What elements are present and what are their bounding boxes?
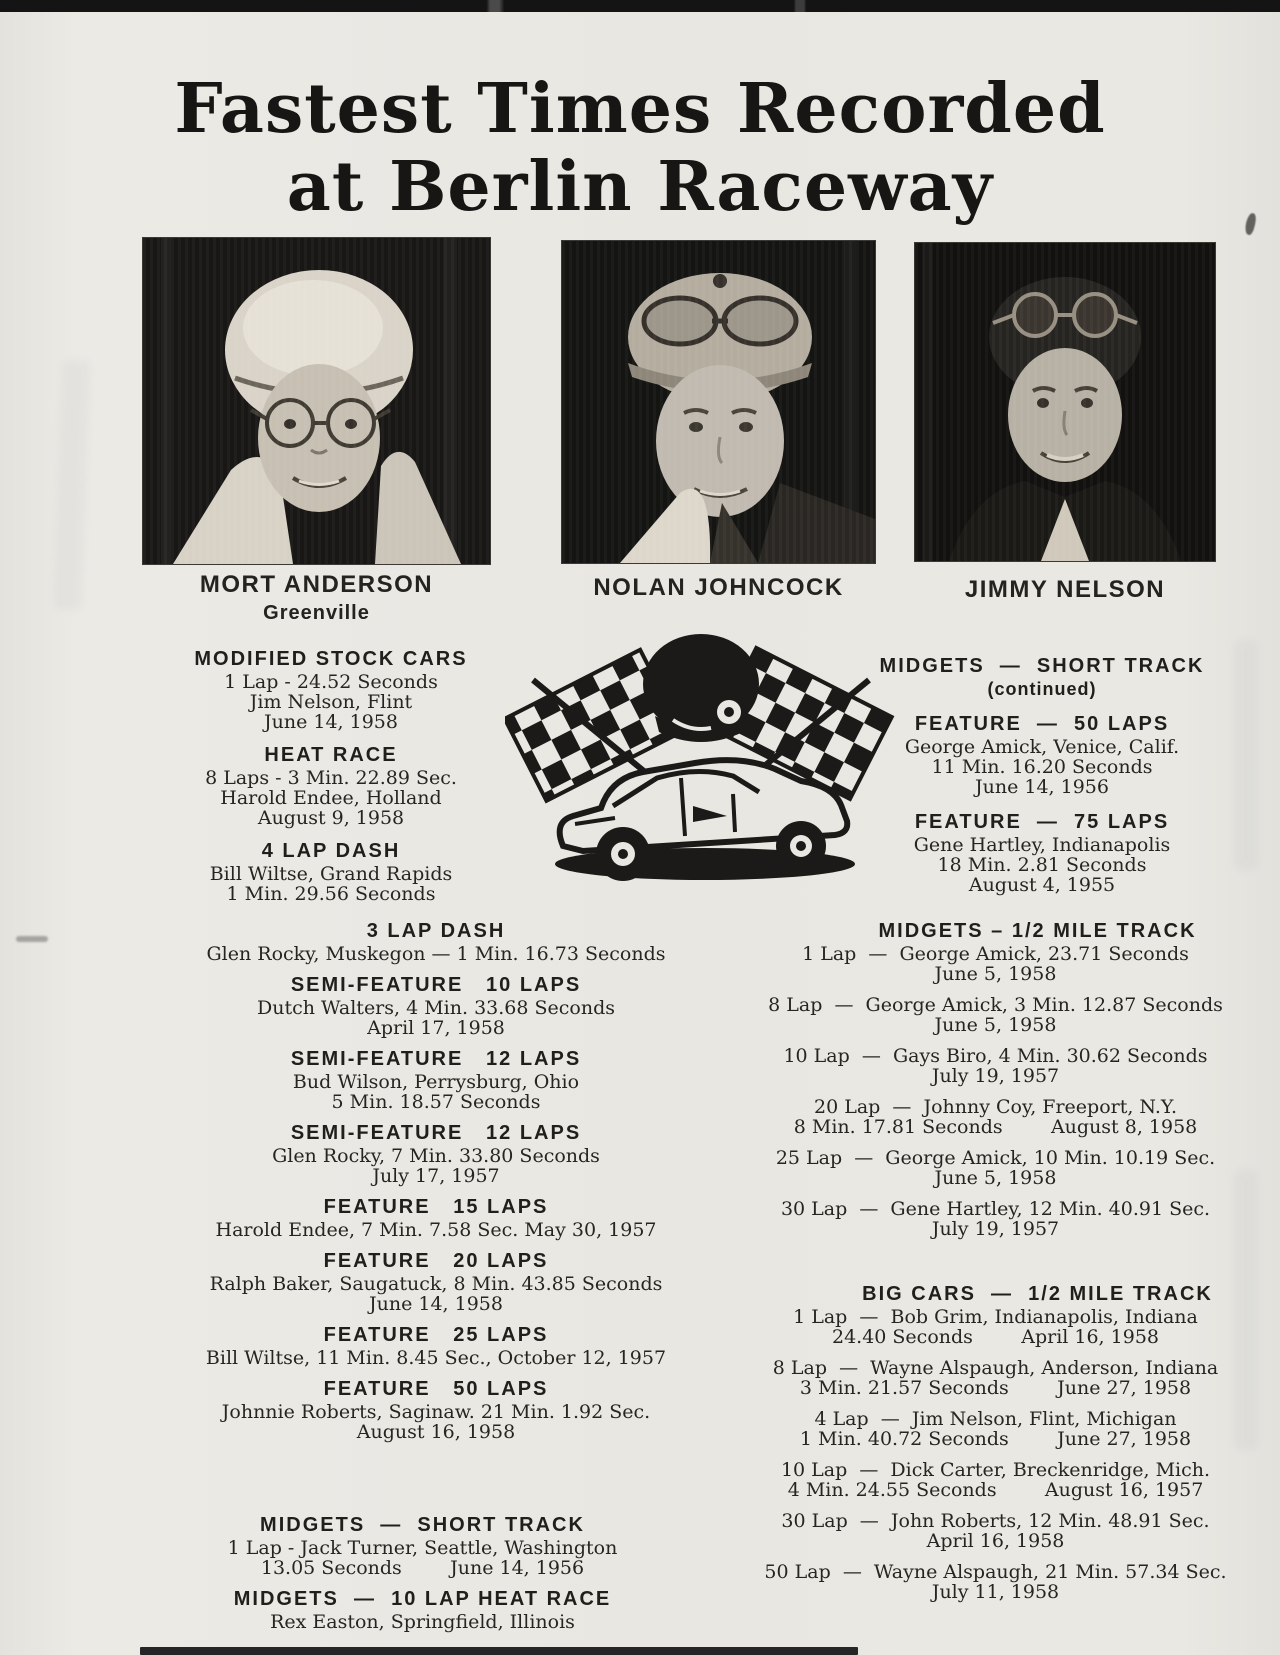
record-line: June 14, 1958 xyxy=(369,1293,503,1315)
record-line: July 19, 1957 xyxy=(931,1218,1060,1240)
record-line: 50 Lap — Wayne Alspaugh, 21 Min. 57.34 Sec. xyxy=(764,1561,1227,1583)
record-entry xyxy=(733,995,1258,1035)
section-heading: FEATURE 15 LAPS xyxy=(323,1196,549,1218)
title-line-1: Fastest Times Recorded xyxy=(174,69,1106,149)
record-line: 10 Lap — Gays Biro, 4 Min. 30.62 Seconds xyxy=(783,1045,1208,1067)
scan-artifact-top-bar xyxy=(0,0,1280,12)
record-line: April 17, 1958 xyxy=(367,1017,505,1039)
record-section-semi-feature-12a xyxy=(147,1048,725,1112)
record-entry xyxy=(733,1511,1258,1551)
record-line: 25 Lap — George Amick, 10 Min. 10.19 Sec. xyxy=(775,1147,1216,1169)
record-entry xyxy=(733,1460,1258,1500)
record-line: 24.40 Seconds April 16, 1958 xyxy=(831,1326,1159,1348)
record-line: Johnnie Roberts, Saginaw. 21 Min. 1.92 Sec. xyxy=(221,1401,651,1423)
record-line: 3 Min. 21.57 Seconds June 27, 1958 xyxy=(799,1377,1192,1399)
record-section-feature-75-laps xyxy=(858,811,1226,895)
record-line: Harold Endee, Holland xyxy=(220,787,442,809)
right-column-top xyxy=(858,655,1226,909)
driver-caption-nolan-johncock xyxy=(562,575,875,601)
record-line: Dutch Walters, 4 Min. 33.68 Seconds xyxy=(257,997,615,1019)
record-line: Bill Wiltse, 11 Min. 8.45 Sec., October 12, 1957 xyxy=(205,1347,667,1369)
section-heading: SEMI-FEATURE 12 LAPS xyxy=(290,1122,582,1144)
ink-smudge-artifact xyxy=(16,936,48,942)
record-line: August 16, 1958 xyxy=(356,1421,516,1443)
section-heading: FEATURE 50 LAPS xyxy=(323,1378,549,1400)
record-line: June 5, 1958 xyxy=(934,1014,1057,1036)
driver-portrait-helmet-goggles xyxy=(562,241,875,563)
driver-caption-mort-anderson xyxy=(143,572,490,624)
record-line: 1 Lap — Bob Grim, Indianapolis, Indiana xyxy=(793,1306,1198,1328)
record-section-modified-stock-cars xyxy=(140,648,522,732)
record-section-semi-feature-12b xyxy=(147,1122,725,1186)
section-heading: FEATURE 25 LAPS xyxy=(323,1324,549,1346)
record-line: 8 Min. 17.81 Seconds August 8, 1958 xyxy=(793,1116,1198,1138)
record-line: Bill Wiltse, Grand Rapids xyxy=(209,863,453,885)
section-subheading: (continued) xyxy=(987,679,1097,699)
record-entry xyxy=(733,1046,1258,1086)
driver-photo-nolan-johncock xyxy=(562,241,875,563)
record-line: 1 Lap - Jack Turner, Seattle, Washington xyxy=(227,1537,618,1559)
section-heading: SEMI-FEATURE 12 LAPS xyxy=(290,1048,582,1070)
record-line: Jim Nelson, Flint xyxy=(249,691,413,713)
record-entry xyxy=(733,1097,1258,1137)
section-heading: BIG CARS — 1/2 MILE TRACK xyxy=(862,1283,1213,1305)
driver-name: MORT ANDERSON xyxy=(199,571,434,598)
record-line: 4 Min. 24.55 Seconds August 16, 1957 xyxy=(787,1479,1204,1501)
right-column-big-cars xyxy=(733,1283,1258,1613)
record-line: June 5, 1958 xyxy=(934,963,1057,985)
driver-photo-jimmy-nelson xyxy=(915,243,1215,561)
driver-portrait-dark-helmet-goggles xyxy=(915,243,1215,561)
section-heading: MIDGETS — SHORT TRACK xyxy=(879,655,1205,677)
crossed-checkered-flags-helmet-stock-car-icon xyxy=(505,628,897,886)
record-line: 8 Laps - 3 Min. 22.89 Sec. xyxy=(205,767,457,789)
record-section-feature-15 xyxy=(147,1196,725,1240)
record-line: June 14, 1958 xyxy=(264,711,398,733)
record-line: 13.05 Seconds June 14, 1956 xyxy=(260,1557,585,1579)
record-section-heat-race xyxy=(140,744,522,828)
record-section-midgets-10-lap-heat xyxy=(150,1588,695,1632)
record-line: 8 Lap — Wayne Alspaugh, Anderson, Indiana xyxy=(772,1357,1219,1379)
scan-artifact-bottom-bar xyxy=(140,1647,858,1655)
right-column-midgets-half-mile xyxy=(733,920,1258,1250)
record-line: 1 Min. 29.56 Seconds xyxy=(226,883,436,905)
record-line: 18 Min. 2.81 Seconds xyxy=(937,854,1147,876)
driver-photo-mort-anderson xyxy=(143,238,490,564)
record-line: 1 Lap - 24.52 Seconds xyxy=(224,671,438,693)
section-heading: 3 LAP DASH xyxy=(366,920,506,942)
record-line: Bud Wilson, Perrysburg, Ohio xyxy=(292,1071,580,1093)
bleed-through-artifact xyxy=(54,360,91,611)
section-heading: HEAT RACE xyxy=(264,744,398,766)
section-heading: MIDGETS – 1/2 MILE TRACK xyxy=(878,920,1197,942)
record-entry xyxy=(733,1148,1258,1188)
record-entry xyxy=(733,1562,1258,1602)
section-heading: FEATURE — 50 LAPS xyxy=(914,713,1170,735)
section-heading: FEATURE — 75 LAPS xyxy=(914,811,1170,833)
record-line: August 4, 1955 xyxy=(968,874,1116,896)
driver-portrait-white-helmet-glasses xyxy=(143,238,490,564)
driver-name: JIMMY NELSON xyxy=(964,576,1166,603)
record-section-feature-50-laps xyxy=(858,713,1226,797)
record-section-midgets-short-track xyxy=(150,1514,695,1578)
record-entry xyxy=(733,1307,1258,1347)
record-line: 20 Lap — Johnny Coy, Freeport, N.Y. xyxy=(813,1096,1178,1118)
record-line: 4 Lap — Jim Nelson, Flint, Michigan xyxy=(814,1408,1177,1430)
record-line: June 14, 1956 xyxy=(975,776,1109,798)
record-entry xyxy=(733,1409,1258,1449)
record-line: 5 Min. 18.57 Seconds xyxy=(331,1091,541,1113)
record-line: Ralph Baker, Saugatuck, 8 Min. 43.85 Seconds xyxy=(209,1273,663,1295)
record-section-4-lap-dash xyxy=(140,840,522,904)
record-line: July 17, 1957 xyxy=(372,1165,500,1187)
record-line: 11 Min. 16.20 Seconds xyxy=(931,756,1153,778)
record-line: 8 Lap — George Amick, 3 Min. 12.87 Seconds xyxy=(768,994,1223,1016)
section-heading: FEATURE 20 LAPS xyxy=(323,1250,549,1272)
record-section-feature-20 xyxy=(147,1250,725,1314)
record-line: June 5, 1958 xyxy=(934,1167,1057,1189)
title-line-2: at Berlin Raceway xyxy=(286,147,994,227)
record-line: August 9, 1958 xyxy=(257,807,405,829)
record-entry xyxy=(733,944,1258,984)
record-line: July 11, 1958 xyxy=(931,1581,1060,1603)
record-entry xyxy=(733,1199,1258,1239)
record-section-semi-feature-10 xyxy=(147,974,725,1038)
record-line: Rex Easton, Springfield, Illinois xyxy=(270,1611,575,1633)
driver-hometown: Greenville xyxy=(263,602,370,624)
driver-name: NOLAN JOHNCOCK xyxy=(593,574,844,601)
record-line: Glen Rocky, Muskegon — 1 Min. 16.73 Seconds xyxy=(206,943,666,965)
record-entry xyxy=(733,1358,1258,1398)
record-section-midgets-short-track-continued xyxy=(858,655,1226,699)
left-column-middle xyxy=(147,920,725,1452)
record-section-feature-25 xyxy=(147,1324,725,1368)
record-line: Harold Endee, 7 Min. 7.58 Sec. May 30, 1957 xyxy=(215,1219,657,1241)
left-column-bottom xyxy=(150,1514,695,1642)
bleed-through-artifact xyxy=(1234,640,1258,870)
record-line: 1 Lap — George Amick, 23.71 Seconds xyxy=(802,943,1189,965)
racing-clipart xyxy=(505,628,897,886)
record-line: Glen Rocky, 7 Min. 33.80 Seconds xyxy=(272,1145,600,1167)
section-heading: SEMI-FEATURE 10 LAPS xyxy=(290,974,582,996)
record-line: July 19, 1957 xyxy=(931,1065,1060,1087)
record-line: 30 Lap — John Roberts, 12 Min. 48.91 Sec. xyxy=(781,1510,1210,1532)
left-column-top xyxy=(140,648,522,916)
record-line: 1 Min. 40.72 Seconds June 27, 1958 xyxy=(799,1428,1192,1450)
record-section-feature-50 xyxy=(147,1378,725,1442)
record-line: George Amick, Venice, Calif. xyxy=(904,736,1180,758)
driver-caption-jimmy-nelson xyxy=(915,577,1215,603)
record-line: 10 Lap — Dick Carter, Breckenridge, Mich. xyxy=(780,1459,1211,1481)
section-heading: 4 LAP DASH xyxy=(261,840,401,862)
section-heading: MIDGETS — 10 LAP HEAT RACE xyxy=(233,1588,612,1610)
page-title xyxy=(0,70,1280,226)
record-section-3-lap-dash xyxy=(147,920,725,964)
section-heading: MODIFIED STOCK CARS xyxy=(194,648,468,670)
record-line: 30 Lap — Gene Hartley, 12 Min. 40.91 Sec. xyxy=(780,1198,1211,1220)
record-line: Gene Hartley, Indianapolis xyxy=(913,834,1171,856)
record-line: April 16, 1958 xyxy=(926,1530,1065,1552)
section-heading: MIDGETS — SHORT TRACK xyxy=(260,1514,585,1536)
